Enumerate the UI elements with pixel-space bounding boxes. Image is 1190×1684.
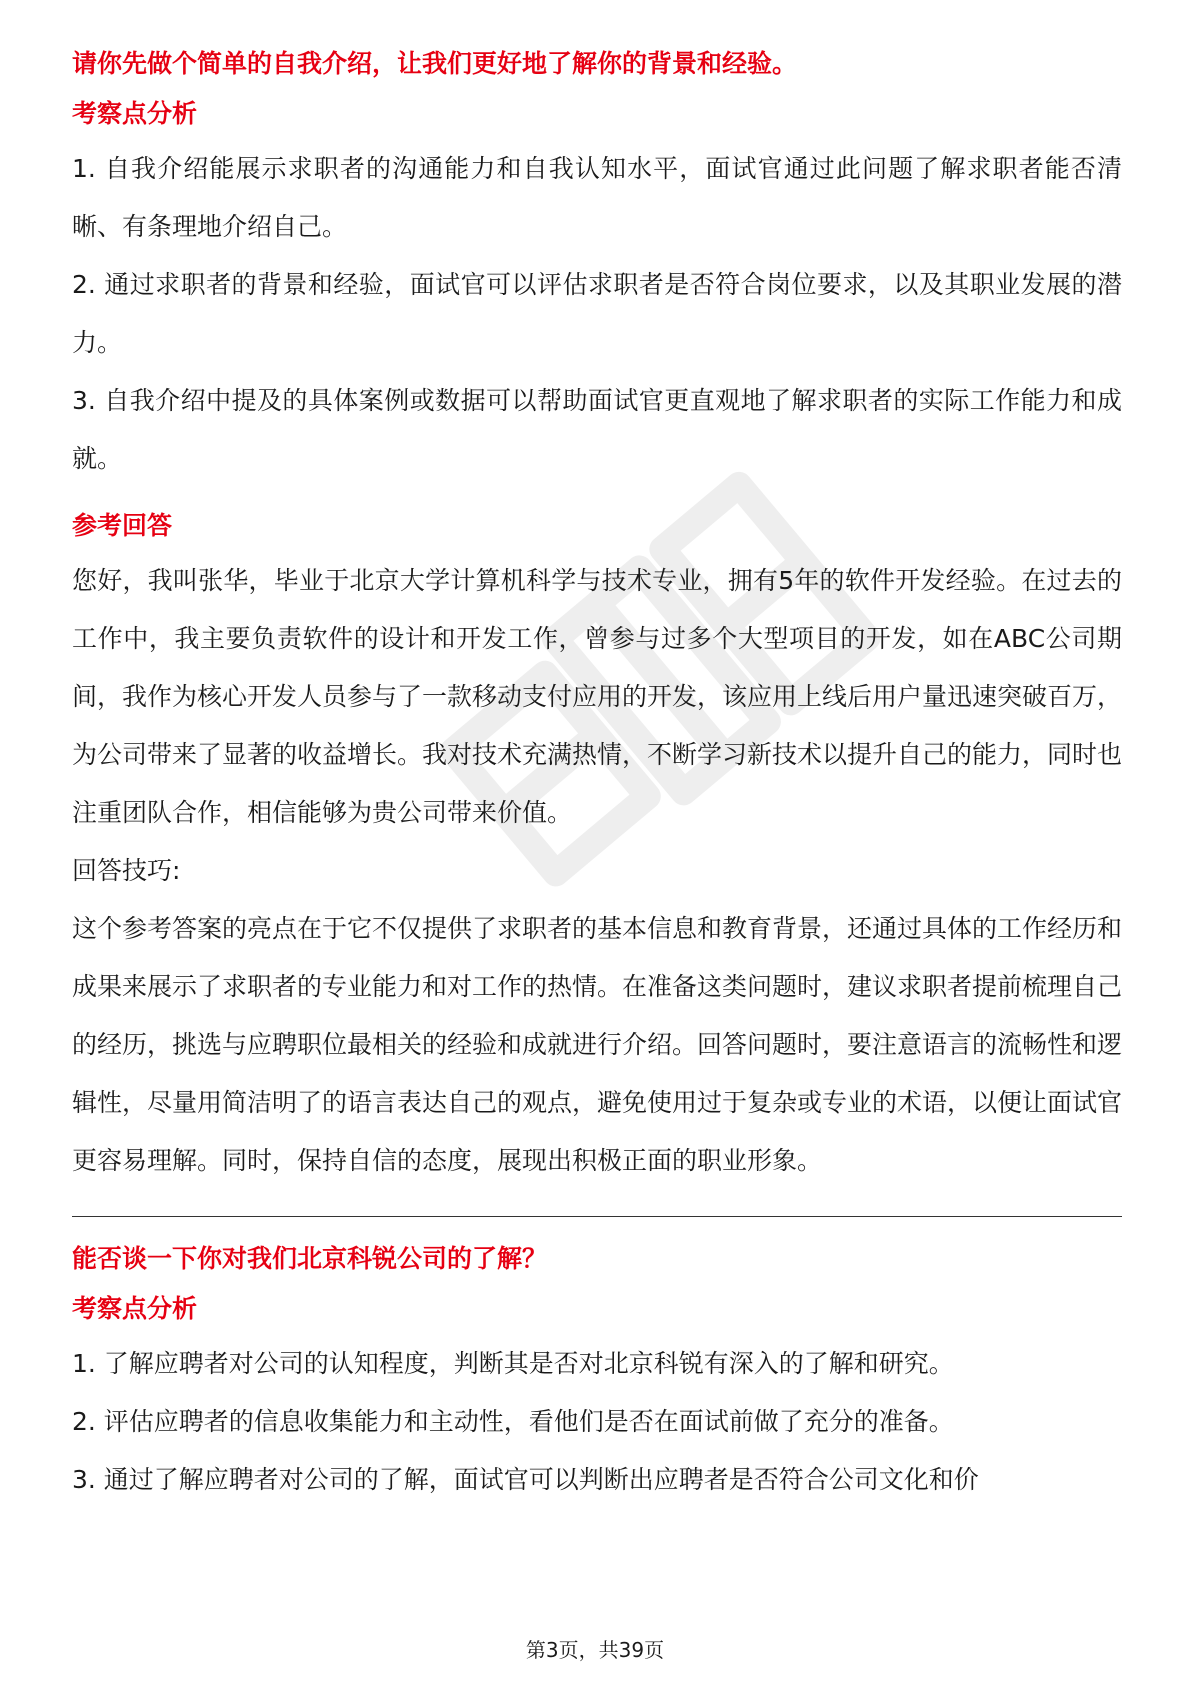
- question-1-analysis-item: 1. 自我介绍能展示求职者的沟通能力和自我认知水平，面试官通过此问题了解求职者能否清晰、有条理地介绍自己。: [72, 154, 1122, 241]
- question-1-answer-text: 您好，我叫张华，毕业于北京大学计算机科学与技术专业，拥有5年的软件开发经验。在过去的工作中，我主要负责软件的设计和开发工作，曾参与过多个大型项目的开发，如在ABC公司期间，我作为核心开发人员参与了一款移动支付应用的开发，该应用上线后用户量迅速突破百万，为公司带来了显著的收益增长。我对技术充满热情，不断学习新技术以提升自己的能力，同时也注重团队合作，相信能够为贵公司带来价值。: [72, 566, 1123, 827]
- question-2-analysis-item: 2. 评估应聘者的信息收集能力和主动性，看他们是否在面试前做了充分的准备。: [72, 1407, 954, 1436]
- section-divider: [72, 1216, 1122, 1217]
- question-1-title: 请你先做个简单的自我介绍，让我们更好地了解你的背景和经验。: [72, 49, 798, 78]
- page-number-footer: 第3页，共39页: [525, 1638, 665, 1662]
- question-1-analysis-item: 2. 通过求职者的背景和经验，面试官可以评估求职者是否符合岗位要求，以及其职业发展的潜力。: [72, 270, 1122, 357]
- question-1-answer-heading: 参考回答: [72, 511, 173, 540]
- question-2-analysis-heading: 考察点分析: [72, 1294, 198, 1323]
- question-1-analysis-item: 3. 自我介绍中提及的具体案例或数据可以帮助面试官更直观地了解求职者的实际工作能力和成就。: [72, 386, 1122, 473]
- question-1-analysis-heading: 考察点分析: [72, 99, 198, 128]
- question-2-analysis-item: 3. 通过了解应聘者对公司的了解，面试官可以判断出应聘者是否符合公司文化和价: [72, 1465, 979, 1494]
- document-page: [72, 44, 1122, 1509]
- question-2-title: 能否谈一下你对我们北京科锐公司的了解？: [72, 1244, 548, 1273]
- question-1-tips-label: 回答技巧:: [72, 856, 181, 885]
- question-1-tips-text: 这个参考答案的亮点在于它不仅提供了求职者的基本信息和教育背景，还通过具体的工作经历和成果来展示了求职者的专业能力和对工作的热情。在准备这类问题时，建议求职者提前梳理自己的经历，挑选与应聘职位最相关的经验和成就进行介绍。回答问题时，要注意语言的流畅性和逻辑性，尽量用简洁明了的语言表达自己的观点，避免使用过于复杂或专业的术语，以便让面试官更容易理解。同时，保持自信的态度，展现出积极正面的职业形象。: [72, 914, 1123, 1175]
- question-2-analysis-item: 1. 了解应聘者对公司的认知程度，判断其是否对北京科锐有深入的了解和研究。: [72, 1349, 954, 1378]
